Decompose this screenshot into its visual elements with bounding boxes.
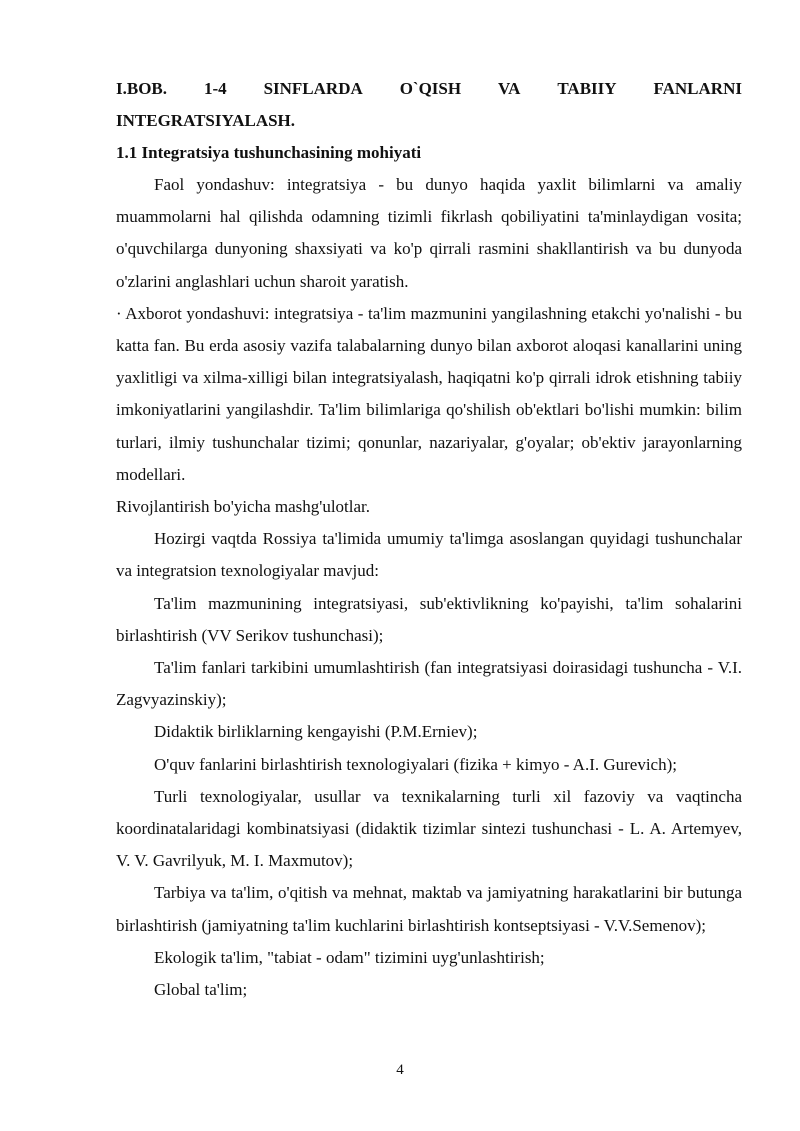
paragraph: Turli texnologiyalar, usullar va texnikalarning turli xil fazoviy va vaqtincha koordinatalaridagi kombinatsiyasi (didaktik tizimlar sintezi tushunchasi - L. A. Artemyev, V. V. Gavrilyuk, M. I. Maxmutov); — [116, 786, 742, 871]
page-number: 4 — [396, 1062, 404, 1078]
chapter-title-word: VA — [498, 79, 521, 98]
paragraph: Tarbiya va ta'lim, o'qitish va mehnat, maktab va jamiyatning harakatlarini bir butunga birlashtirish (jamiyatning ta'lim kuchlarini birlashtirish kontseptsiyasi - V.V.Semenov); — [116, 883, 742, 935]
chapter-title-word: 1-4 — [203, 79, 227, 98]
paragraph: Didaktik birliklarning kengayishi (P.M.Erniev); — [154, 722, 478, 742]
chapter-title-word: TABIIY — [557, 79, 617, 98]
paragraph: O'quv fanlarini birlashtirish texnologiyalari (fizika + kimyo - A.I. Gurevich); — [154, 754, 677, 774]
chapter-title-line2: INTEGRATSIYALASH. — [116, 111, 296, 130]
chapter-title-word: I.BOB. — [116, 79, 168, 98]
section-title: 1.1 Integratsiya tushunchasining mohiyati — [116, 143, 422, 162]
chapter-title-word: O`QISH — [399, 79, 462, 98]
paragraph: Ekologik ta'lim, "tabiat - odam" tizimini uyg'unlashtirish; — [154, 947, 545, 967]
paragraph: · Axborot yondashuvi: integratsiya - ta'lim mazmunini yangilashning etakchi yo'nalishi - bu katta fan. Bu erda asosiy vazifa talabalarning dunyo bilan axborot aloqasi kanallarini uning yaxlitligi va xilma-xilligi bilan integratsiyalash, haqiqatni ko'p qirrali idrok etishning tabiiy imkoniyatlarini yangilashdir. Ta'lim bilimlariga qo'shilish ob'ektlari bo'lishi mumkin: bilim turlari, ilmiy tushunchalar tizimi; qonunlar, nazariyalar, g'oyalar; ob'ektiv jarayonlarning modellari. — [116, 303, 742, 484]
paragraph: Hozirgi vaqtda Rossiya ta'limida umumiy ta'limga asoslangan quyidagi tushunchalar va integratsion texnologiyalar mavjud: — [116, 529, 742, 581]
paragraph: Rivojlantirish bo'yicha mashg'ulotlar. — [116, 497, 371, 517]
chapter-title-word: SINFLARDA — [263, 79, 363, 98]
paragraph: Faol yondashuv: integratsiya - bu dunyo haqida yaxlit bilimlarni va amaliy muammolarni hal qilishda odamning tizimli fikrlash qobiliyatini ta'minlaydigan vosita; o'quvchilarga dunyoning shaxsiyati va ko'p qirrali rasmini shakllantirish va bu dunyoda o'zlarini anglashlari uchun sharoit yaratish. — [116, 175, 742, 291]
chapter-title — [116, 73, 742, 137]
paragraph: Global ta'lim; — [154, 980, 248, 1000]
paragraph: Ta'lim fanlari tarkibini umumlashtirish (fan integratsiyasi doirasidagi tushuncha - V.I. Zagvyazinskiy); — [116, 658, 742, 710]
chapter-title-word: FANLARNI — [653, 79, 742, 98]
document-page — [116, 73, 742, 1006]
paragraph: Ta'lim mazmunining integratsiyasi, sub'ektivlikning ko'payishi, ta'lim sohalarini birlashtirish (VV Serikov tushunchasi); — [116, 593, 742, 645]
chapter-title-line1 — [116, 73, 742, 105]
